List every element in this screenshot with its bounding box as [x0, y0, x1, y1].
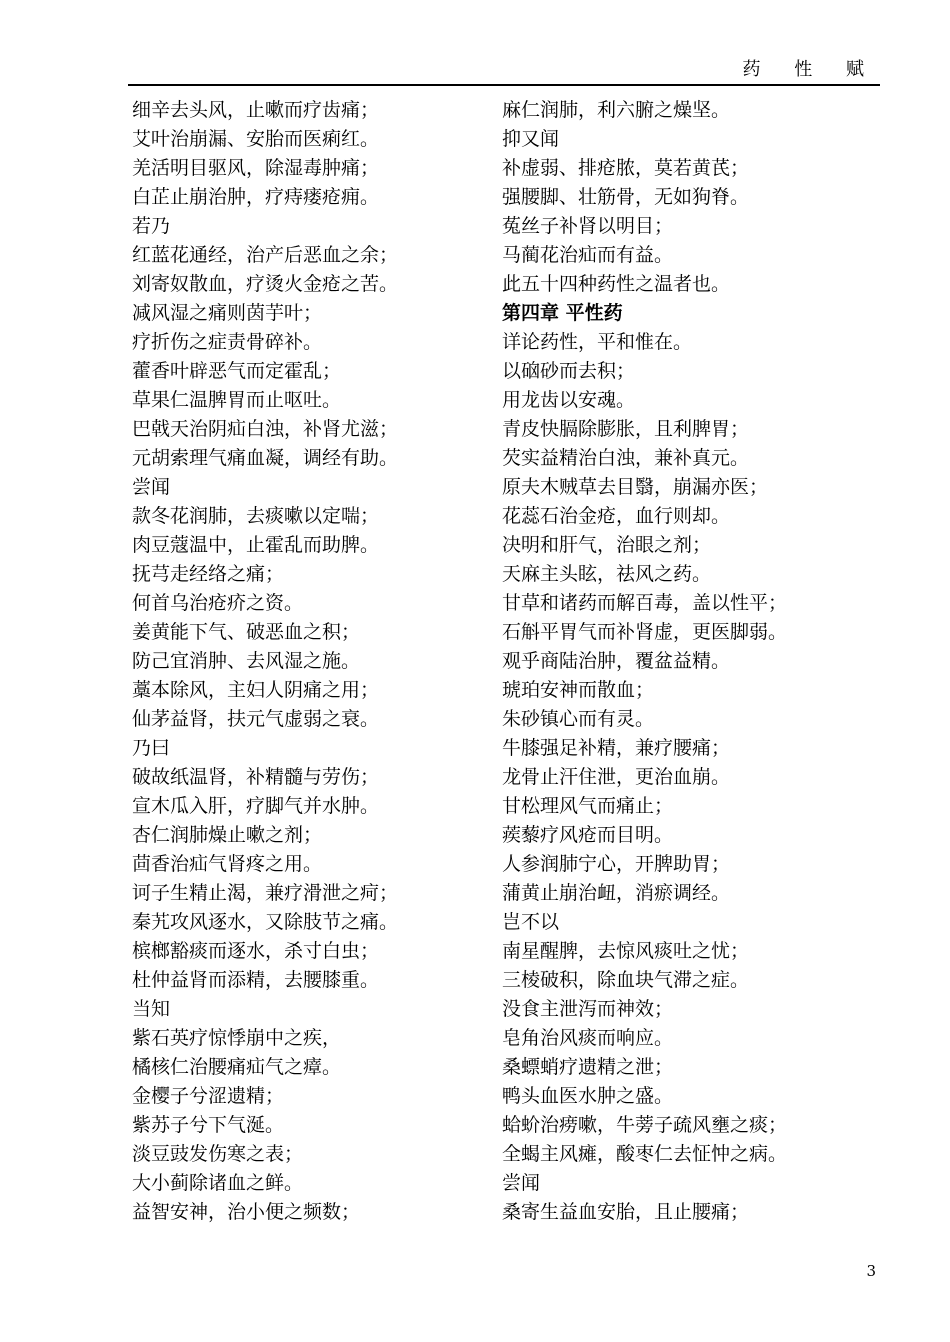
text-line: 蒲黄止崩治衄，消瘀调经。: [502, 882, 731, 904]
text-line: 天麻主头眩，祛风之药。: [502, 563, 712, 585]
text-line: 石斛平胃气而补肾虚，更医脚弱。: [502, 621, 788, 643]
text-line: 桑螵蛸疗遗精之泄；: [502, 1056, 674, 1078]
text-line: 抚芎走经络之痛；: [132, 563, 285, 585]
text-line: 防己宜消肿、去风湿之施。: [132, 650, 361, 672]
text-line: 宣木瓜入肝，疗脚气并水肿。: [132, 795, 380, 817]
text-line: 牛膝强足补精，兼疗腰痛；: [502, 737, 731, 759]
text-line: 南星醒脾，去惊风痰吐之忧；: [502, 940, 750, 962]
text-line: 仙茅益肾，扶元气虚弱之衰。: [132, 708, 380, 730]
text-line: 琥珀安神而散血；: [502, 679, 655, 701]
text-line: 白芷止崩治肿，疗痔瘘疮痈。: [132, 186, 380, 208]
text-line: 尝闻: [502, 1172, 541, 1194]
text-line: 朱砂镇心而有灵。: [502, 708, 655, 730]
text-line: 芡实益精治白浊，兼补真元。: [502, 447, 750, 469]
text-line: 藿香叶辟恶气而定霍乱；: [132, 360, 342, 382]
text-line: 乃曰: [132, 737, 171, 759]
text-line: 杜仲益肾而添精，去腰膝重。: [132, 969, 380, 991]
page-header: [128, 56, 880, 86]
text-line: 红蓝花通经，治产后恶血之余；: [132, 244, 399, 266]
text-line: 花蕊石治金疮，血行则却。: [502, 505, 731, 527]
text-line: 紫石英疗惊悸崩中之疾，: [132, 1027, 342, 1049]
text-line: 秦艽攻风逐水，又除肢节之痛。: [132, 911, 399, 933]
text-line: 款冬花润肺，去痰嗽以定喘；: [132, 505, 380, 527]
text-line: 诃子生精止渴，兼疗滑泄之疴；: [132, 882, 399, 904]
text-line: 抑又闻: [502, 128, 560, 150]
text-line: 用龙齿以安魂。: [502, 389, 636, 411]
text-line: 详论药性，平和惟在。: [502, 331, 693, 353]
text-line: 何首乌治疮疥之资。: [132, 592, 304, 614]
left-text-column: [132, 96, 502, 1227]
text-line: 马蔺花治疝而有益。: [502, 244, 674, 266]
text-line: 尝闻: [132, 476, 171, 498]
text-line: 青皮快膈除膨胀，且利脾胃；: [502, 418, 750, 440]
text-line: 以硇砂而去积；: [502, 360, 636, 382]
right-text-column: [502, 96, 872, 1227]
text-line: 此五十四种药性之温者也。: [502, 273, 731, 295]
text-line: 刘寄奴散血，疗烫火金疮之苦。: [132, 273, 399, 295]
text-line: 草果仁温脾胃而止呕吐。: [132, 389, 342, 411]
text-line: 蛤蚧治痨嗽，牛蒡子疏风壅之痰；: [502, 1114, 788, 1136]
chapter-heading: 第四章 平性药: [502, 302, 623, 324]
text-line: 益智安神，治小便之频数；: [132, 1201, 361, 1223]
page-number: 3: [866, 1262, 876, 1280]
text-line: 观乎商陆治肿，覆盆益精。: [502, 650, 731, 672]
text-line: 鸭头血医水肿之盛。: [502, 1085, 674, 1107]
text-line: 淡豆豉发伤寒之表；: [132, 1143, 304, 1165]
text-line: 三棱破积，除血块气滞之症。: [502, 969, 750, 991]
text-line: 蒺藜疗风疮而目明。: [502, 824, 674, 846]
text-line: 菟丝子补肾以明目；: [502, 215, 674, 237]
text-line: 若乃: [132, 215, 171, 237]
text-line: 姜黄能下气、破恶血之积；: [132, 621, 361, 643]
text-line: 没食主泄泻而神效；: [502, 998, 674, 1020]
text-line: 减风湿之痛则茵芋叶；: [132, 302, 323, 324]
text-line: 藁本除风，主妇人阴痛之用；: [132, 679, 380, 701]
text-line: 决明和肝气，治眼之剂；: [502, 534, 712, 556]
text-line: 强腰脚、壮筋骨，无如狗脊。: [502, 186, 750, 208]
text-line: 原夫木贼草去目翳，崩漏亦医；: [502, 476, 769, 498]
text-line: 肉豆蔻温中，止霍乱而助脾。: [132, 534, 380, 556]
text-line: 金樱子兮涩遗精；: [132, 1085, 285, 1107]
text-line: 艾叶治崩漏、安胎而医痢红。: [132, 128, 380, 150]
text-line: 细辛去头风，止嗽而疗齿痛；: [132, 99, 380, 121]
text-line: 皂角治风痰而响应。: [502, 1027, 674, 1049]
text-line: 紫苏子兮下气涎。: [132, 1114, 285, 1136]
text-line: 大小蓟除诸血之鲜。: [132, 1172, 304, 1194]
text-line: 当知: [132, 998, 171, 1020]
text-line: 元胡索理气痛血凝，调经有助。: [132, 447, 399, 469]
text-line: 疗折伤之症责骨碎补。: [132, 331, 323, 353]
header-title: 药 性 赋: [742, 59, 878, 80]
text-line: 杏仁润肺燥止嗽之剂；: [132, 824, 323, 846]
text-line: 橘核仁治腰痛疝气之瘴。: [132, 1056, 342, 1078]
text-line: 岂不以: [502, 911, 560, 933]
text-line: 甘草和诸药而解百毒，盖以性平；: [502, 592, 788, 614]
text-line: 麻仁润肺，利六腑之燥坚。: [502, 99, 731, 121]
text-line: 茴香治疝气肾疼之用。: [132, 853, 323, 875]
text-line: 羌活明目驱风，除湿毒肿痛；: [132, 157, 380, 179]
text-line: 全蝎主风瘫，酸枣仁去怔忡之病。: [502, 1143, 788, 1165]
text-line: 龙骨止汗住泄，更治血崩。: [502, 766, 731, 788]
text-line: 甘松理风气而痛止；: [502, 795, 674, 817]
text-line: 补虚弱、排疮脓，莫若黄芪；: [502, 157, 750, 179]
text-line: 桑寄生益血安胎，且止腰痛；: [502, 1201, 750, 1223]
text-line: 槟榔豁痰而逐水，杀寸白虫；: [132, 940, 380, 962]
text-line: 破故纸温肾，补精髓与劳伤；: [132, 766, 380, 788]
text-line: 人参润肺宁心，开脾助胃；: [502, 853, 731, 875]
text-line: 巴戟天治阴疝白浊，补肾尤滋；: [132, 418, 399, 440]
